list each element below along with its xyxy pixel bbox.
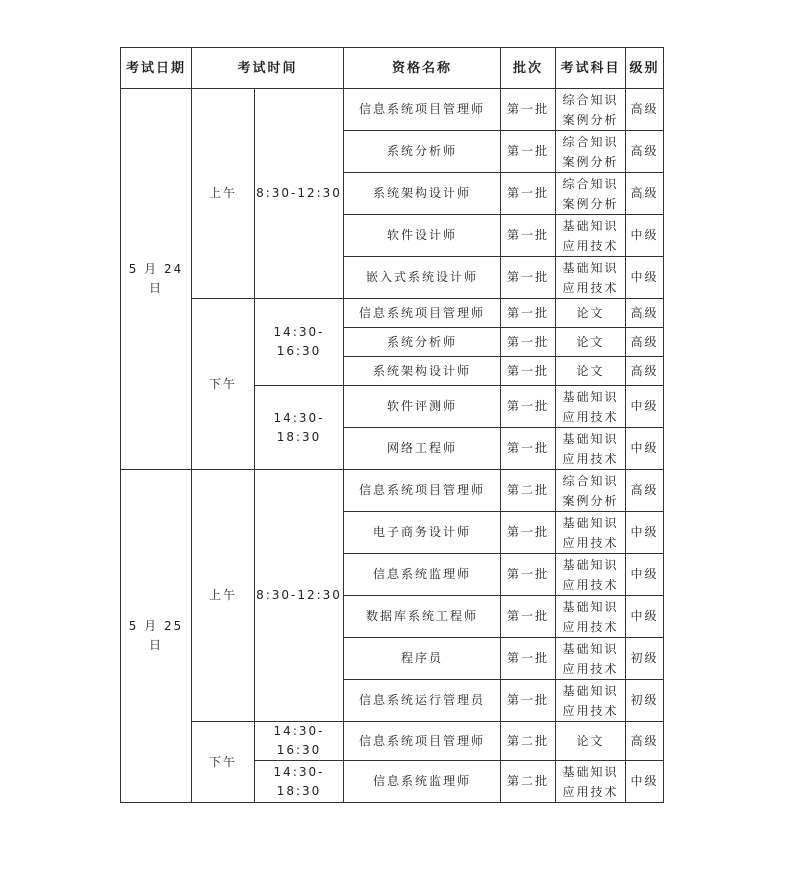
exam-subject-text: 基础知识 — [562, 764, 619, 779]
level-cell: 中级 — [626, 596, 664, 638]
batch-cell: 第一批 — [501, 638, 556, 680]
qualification-cell: 数据库系统工程师 — [344, 596, 501, 638]
exam-subject-text: 应用技术 — [562, 619, 619, 634]
qualification-cell: 信息系统项目管理师 — [344, 89, 501, 131]
exam-subject-cell — [556, 761, 626, 803]
session-morning-cell: 上午 — [192, 89, 255, 299]
exam-subject-text: 论文 — [576, 734, 605, 748]
header-batch: 批次 — [501, 48, 556, 89]
exam-subject-text: 基础知识 — [562, 260, 619, 275]
exam-subject-cell — [556, 89, 626, 131]
level-cell: 高级 — [626, 299, 664, 328]
header-level: 级别 — [626, 48, 664, 89]
batch-cell: 第一批 — [501, 357, 556, 386]
exam-schedule-table — [120, 47, 664, 803]
exam-subject-text: 基础知识 — [562, 599, 619, 614]
exam-subject-text: 案例分析 — [562, 154, 619, 169]
exam-subject-text: 综合知识 — [562, 134, 619, 149]
session-afternoon-cell: 下午 — [192, 722, 255, 803]
qualification-cell: 嵌入式系统设计师 — [344, 257, 501, 299]
qualification-cell: 信息系统监理师 — [344, 761, 501, 803]
exam-subject-cell — [556, 512, 626, 554]
level-cell: 高级 — [626, 357, 664, 386]
exam-subject-text: 基础知识 — [562, 557, 619, 572]
schedule-body — [121, 89, 664, 803]
batch-cell: 第二批 — [501, 722, 556, 761]
batch-cell: 第一批 — [501, 596, 556, 638]
level-cell: 中级 — [626, 761, 664, 803]
level-cell: 中级 — [626, 386, 664, 428]
exam-subject-text: 基础知识 — [562, 641, 619, 656]
level-cell: 高级 — [626, 470, 664, 512]
batch-cell: 第一批 — [501, 428, 556, 470]
time-range-cell: 14:30-18:30 — [255, 761, 344, 803]
exam-subject-text: 应用技术 — [562, 451, 619, 466]
qualification-cell: 软件评测师 — [344, 386, 501, 428]
exam-subject-cell — [556, 299, 626, 328]
qualification-cell: 信息系统项目管理师 — [344, 299, 501, 328]
exam-subject-text: 应用技术 — [562, 703, 619, 718]
exam-subject-cell — [556, 357, 626, 386]
level-cell: 高级 — [626, 173, 664, 215]
exam-subject-text: 应用技术 — [562, 238, 619, 253]
header-row — [121, 48, 664, 89]
header-subject: 考试科目 — [556, 48, 626, 89]
qualification-cell: 网络工程师 — [344, 428, 501, 470]
exam-date-cell: 5 月 24 日 — [121, 89, 192, 470]
exam-subject-text: 应用技术 — [562, 577, 619, 592]
table-row — [121, 470, 664, 512]
batch-cell: 第一批 — [501, 173, 556, 215]
exam-subject-text: 论文 — [576, 306, 605, 320]
time-range-cell: 8:30-12:30 — [255, 89, 344, 299]
batch-cell: 第一批 — [501, 215, 556, 257]
exam-subject-text: 应用技术 — [562, 535, 619, 550]
exam-subject-cell — [556, 131, 626, 173]
exam-subject-cell — [556, 173, 626, 215]
batch-cell: 第二批 — [501, 470, 556, 512]
batch-cell: 第一批 — [501, 512, 556, 554]
session-morning-cell: 上午 — [192, 470, 255, 722]
exam-subject-text: 基础知识 — [562, 389, 619, 404]
header-qualification: 资格名称 — [344, 48, 501, 89]
level-cell: 中级 — [626, 554, 664, 596]
session-afternoon-cell: 下午 — [192, 299, 255, 470]
level-cell: 高级 — [626, 131, 664, 173]
exam-subject-cell — [556, 257, 626, 299]
exam-subject-text: 案例分析 — [562, 112, 619, 127]
qualification-cell: 系统架构设计师 — [344, 357, 501, 386]
exam-subject-cell — [556, 386, 626, 428]
level-cell: 高级 — [626, 328, 664, 357]
table-row — [121, 722, 664, 761]
exam-subject-cell — [556, 722, 626, 761]
exam-subject-text: 应用技术 — [562, 280, 619, 295]
exam-subject-text: 综合知识 — [562, 176, 619, 191]
batch-cell: 第一批 — [501, 89, 556, 131]
time-range-cell: 14:30-16:30 — [255, 299, 344, 386]
exam-subject-text: 应用技术 — [562, 784, 619, 799]
exam-subject-text: 综合知识 — [562, 473, 619, 488]
qualification-cell: 信息系统监理师 — [344, 554, 501, 596]
batch-cell: 第一批 — [501, 386, 556, 428]
exam-subject-text: 案例分析 — [562, 493, 619, 508]
header-time: 考试时间 — [192, 48, 344, 89]
table-row — [121, 299, 664, 328]
level-cell: 初级 — [626, 638, 664, 680]
exam-subject-cell — [556, 554, 626, 596]
batch-cell: 第二批 — [501, 761, 556, 803]
exam-subject-text: 案例分析 — [562, 196, 619, 211]
level-cell: 初级 — [626, 680, 664, 722]
exam-subject-text: 论文 — [576, 364, 605, 378]
exam-subject-cell — [556, 680, 626, 722]
exam-subject-text: 基础知识 — [562, 515, 619, 530]
exam-subject-cell — [556, 328, 626, 357]
exam-date-cell: 5 月 25 日 — [121, 470, 192, 803]
qualification-cell: 系统分析师 — [344, 328, 501, 357]
time-range-cell: 14:30-18:30 — [255, 386, 344, 470]
qualification-cell: 软件设计师 — [344, 215, 501, 257]
time-range-cell: 8:30-12:30 — [255, 470, 344, 722]
batch-cell: 第一批 — [501, 328, 556, 357]
qualification-cell: 信息系统项目管理师 — [344, 470, 501, 512]
qualification-cell: 系统分析师 — [344, 131, 501, 173]
qualification-cell: 电子商务设计师 — [344, 512, 501, 554]
batch-cell: 第一批 — [501, 554, 556, 596]
level-cell: 中级 — [626, 428, 664, 470]
qualification-cell: 信息系统运行管理员 — [344, 680, 501, 722]
level-cell: 中级 — [626, 512, 664, 554]
level-cell: 中级 — [626, 257, 664, 299]
batch-cell: 第一批 — [501, 257, 556, 299]
time-range-cell: 14:30-16:30 — [255, 722, 344, 761]
qualification-cell: 信息系统项目管理师 — [344, 722, 501, 761]
batch-cell: 第一批 — [501, 131, 556, 173]
exam-subject-text: 基础知识 — [562, 683, 619, 698]
qualification-cell: 系统架构设计师 — [344, 173, 501, 215]
exam-subject-cell — [556, 470, 626, 512]
exam-subject-text: 应用技术 — [562, 661, 619, 676]
exam-subject-cell — [556, 596, 626, 638]
exam-subject-cell — [556, 428, 626, 470]
exam-subject-text: 基础知识 — [562, 431, 619, 446]
batch-cell: 第一批 — [501, 299, 556, 328]
header-date: 考试日期 — [121, 48, 192, 89]
exam-subject-cell — [556, 638, 626, 680]
exam-subject-text: 论文 — [576, 335, 605, 349]
exam-subject-cell — [556, 215, 626, 257]
exam-subject-text: 应用技术 — [562, 409, 619, 424]
exam-subject-text: 基础知识 — [562, 218, 619, 233]
batch-cell: 第一批 — [501, 680, 556, 722]
qualification-cell: 程序员 — [344, 638, 501, 680]
level-cell: 高级 — [626, 89, 664, 131]
exam-subject-text: 综合知识 — [562, 92, 619, 107]
level-cell: 中级 — [626, 215, 664, 257]
table-row — [121, 89, 664, 131]
level-cell: 高级 — [626, 722, 664, 761]
